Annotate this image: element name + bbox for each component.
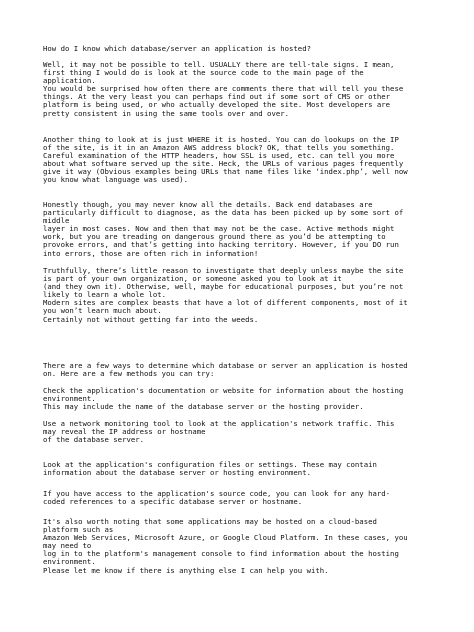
paragraph-cloud-platform: It's also worth noting that some applications may be hosted on a cloud-based platform such as Amazon Web Services, Microsoft Azure, or Google Cloud Platform. In these cases, you may need to log in to the platform's management console to find information about the hosting environment. Please let me know if there is anything else I can help you with. <box>43 517 408 575</box>
paragraph-network-monitoring: Use a network monitoring tool to look at the application's network traffic. This may reveal the IP address or hostname of the database server. <box>43 419 395 445</box>
question-heading: How do I know which database/server an application is hosted? <box>43 44 311 53</box>
paragraph-back-end-databases: Honestly though, you may never know all the details. Back end databases are particularly difficult to diagnose, as the data has been picked up by some sort of middle layer in most cases. Now and then that may not be the case. Active methods might work, but you are treading on dangerous ground there as you’d be attempting to provoke errors, and that’s getting into hacking territory. However, if you DO run into errors, those are often rich in information! <box>43 200 404 258</box>
paragraph-ways-intro: There are a few ways to determine which database or server an application is hosted on. Here are a few methods you can try: <box>43 361 408 379</box>
paragraph-truthfully: Truthfully, there’s little reason to investigate that deeply unless maybe the site is part of your own organization, or someone asked you to look at it (and they own it). Otherwise, well, maybe for educational purposes, but you’re not likely to learn a whole lot. Modern sites are complex beasts that have a lot of different components, most of it you won’t learn much about. Certainly not without getting far into the weeds. <box>43 266 408 324</box>
paragraph-hosting-location: Another thing to look at is just WHERE it is hosted. You can do lookups on the IP of the site, is it in an Amazon AWS address block? OK, that tells you something. Careful examination of the HTTP headers, how SSL is used, etc. can tell you more about what software served up the site. Heck, the URLs of various pages frequently give it way (Obvious examples being URLs that name files like ‘index.php’, well now you know what language was used). <box>43 135 408 185</box>
paragraph-source-access: If you have access to the application's source code, you can look for any hard- coded references to a specific database server or hostname. <box>43 489 391 507</box>
paragraph-documentation: Check the application's documentation or website for information about the hosting environment. This may include the name of the database server or the hosting provider. <box>43 386 404 412</box>
paragraph-source-code: Well, it may not be possible to tell. USUALLY there are tell-tale signs. I mean, first thing I would do is look at the source code to the main page of the application. You would be surprised how often there are comments there that will tell you these things. At the very least you can perhaps find out if some sort of CMS or other platform is being used, or who actually developed the site. Most developers are pretty consistent in using the same tools over and over. <box>43 60 404 118</box>
paragraph-configuration-files: Look at the application's configuration files or settings. These may contain information about the database server or hosting environment. <box>43 460 377 478</box>
